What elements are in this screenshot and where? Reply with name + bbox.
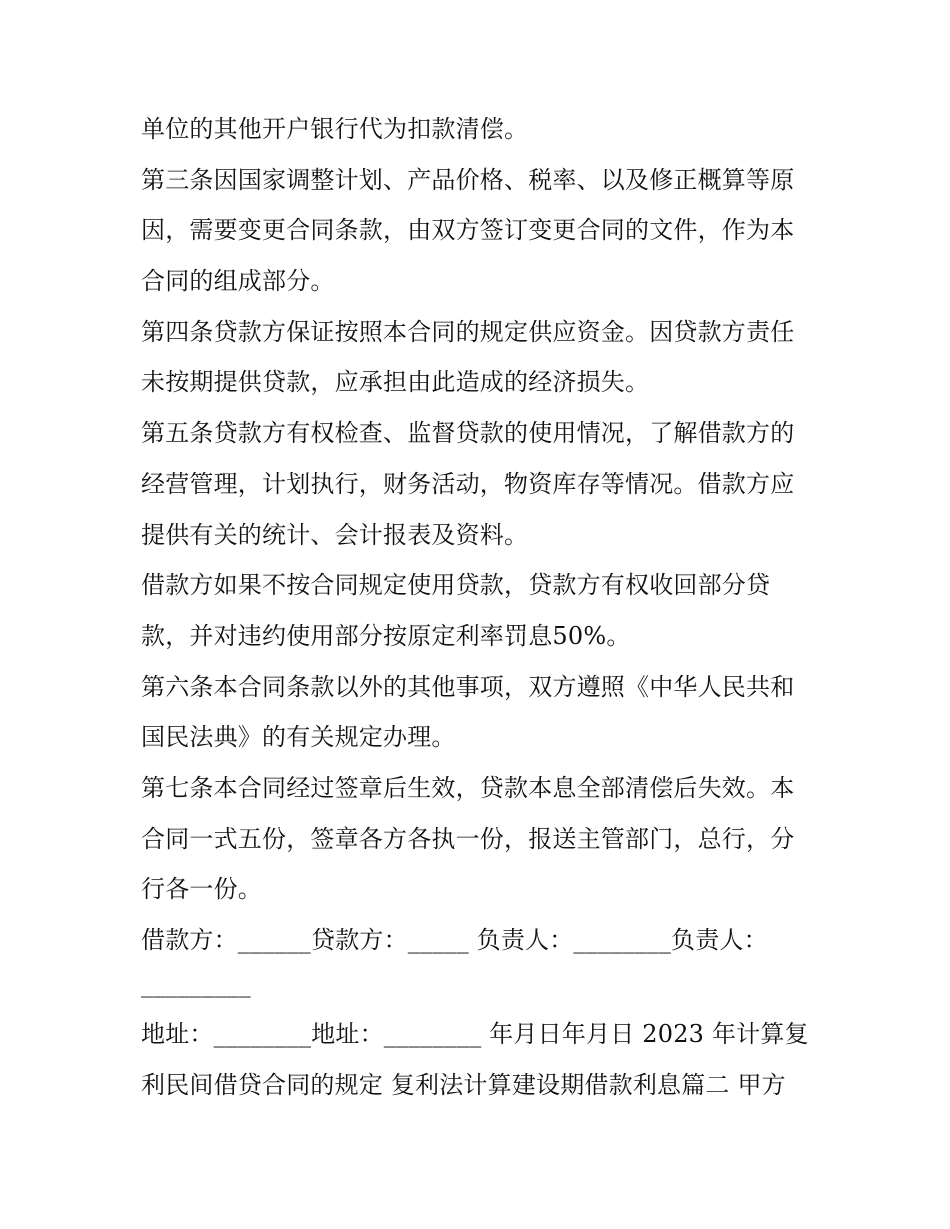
text-line: 因，需要变更合同条款，由双方签订变更合同的文件，作为本	[141, 216, 795, 244]
address-line: 地址：________地址：________ 年月日年月日 2023 年计算复	[141, 1020, 809, 1048]
signature-blank-line: _________	[141, 970, 251, 998]
text-line: 合同的组成部分。	[141, 267, 335, 295]
text-line: 第六条本合同条款以外的其他事项，双方遵照《中华人民共和	[141, 673, 795, 701]
text-line: 经营管理，计划执行，财务活动，物资库存等情况。借款方应	[141, 470, 795, 498]
text-line: 提供有关的统计、会计报表及资料。	[141, 521, 529, 549]
text-line: 第三条因国家调整计划、产品价格、税率、以及修正概算等原	[141, 166, 795, 194]
text-line: 单位的其他开户银行代为扣款清偿。	[141, 115, 529, 143]
text-line: 第四条贷款方保证按照本合同的规定供应资金。因贷款方责任	[141, 318, 795, 346]
text-line: 第七条本合同经过签章后生效，贷款本息全部清偿后失效。本	[141, 774, 795, 802]
text-line: 借款方如果不按合同规定使用贷款，贷款方有权收回部分贷	[141, 571, 771, 599]
text-line: 国民法典》的有关规定办理。	[141, 723, 456, 751]
text-line: 合同一式五份，签章各方各执一份，报送主管部门，总行，分	[141, 825, 795, 853]
text-line: 行各一份。	[141, 875, 262, 903]
text-line: 款，并对违约使用部分按原定利率罚息50%。	[141, 622, 631, 650]
text-line: 利民间借贷合同的规定 复利法计算建设期借款利息篇二 甲方	[141, 1071, 786, 1099]
text-line: 未按期提供贷款，应承担由此造成的经济损失。	[141, 368, 650, 396]
signature-line: 借款方：______贷款方：_____ 负责人：________负责人：	[141, 926, 768, 954]
text-line: 第五条贷款方有权检查、监督贷款的使用情况，了解借款方的	[141, 419, 795, 447]
